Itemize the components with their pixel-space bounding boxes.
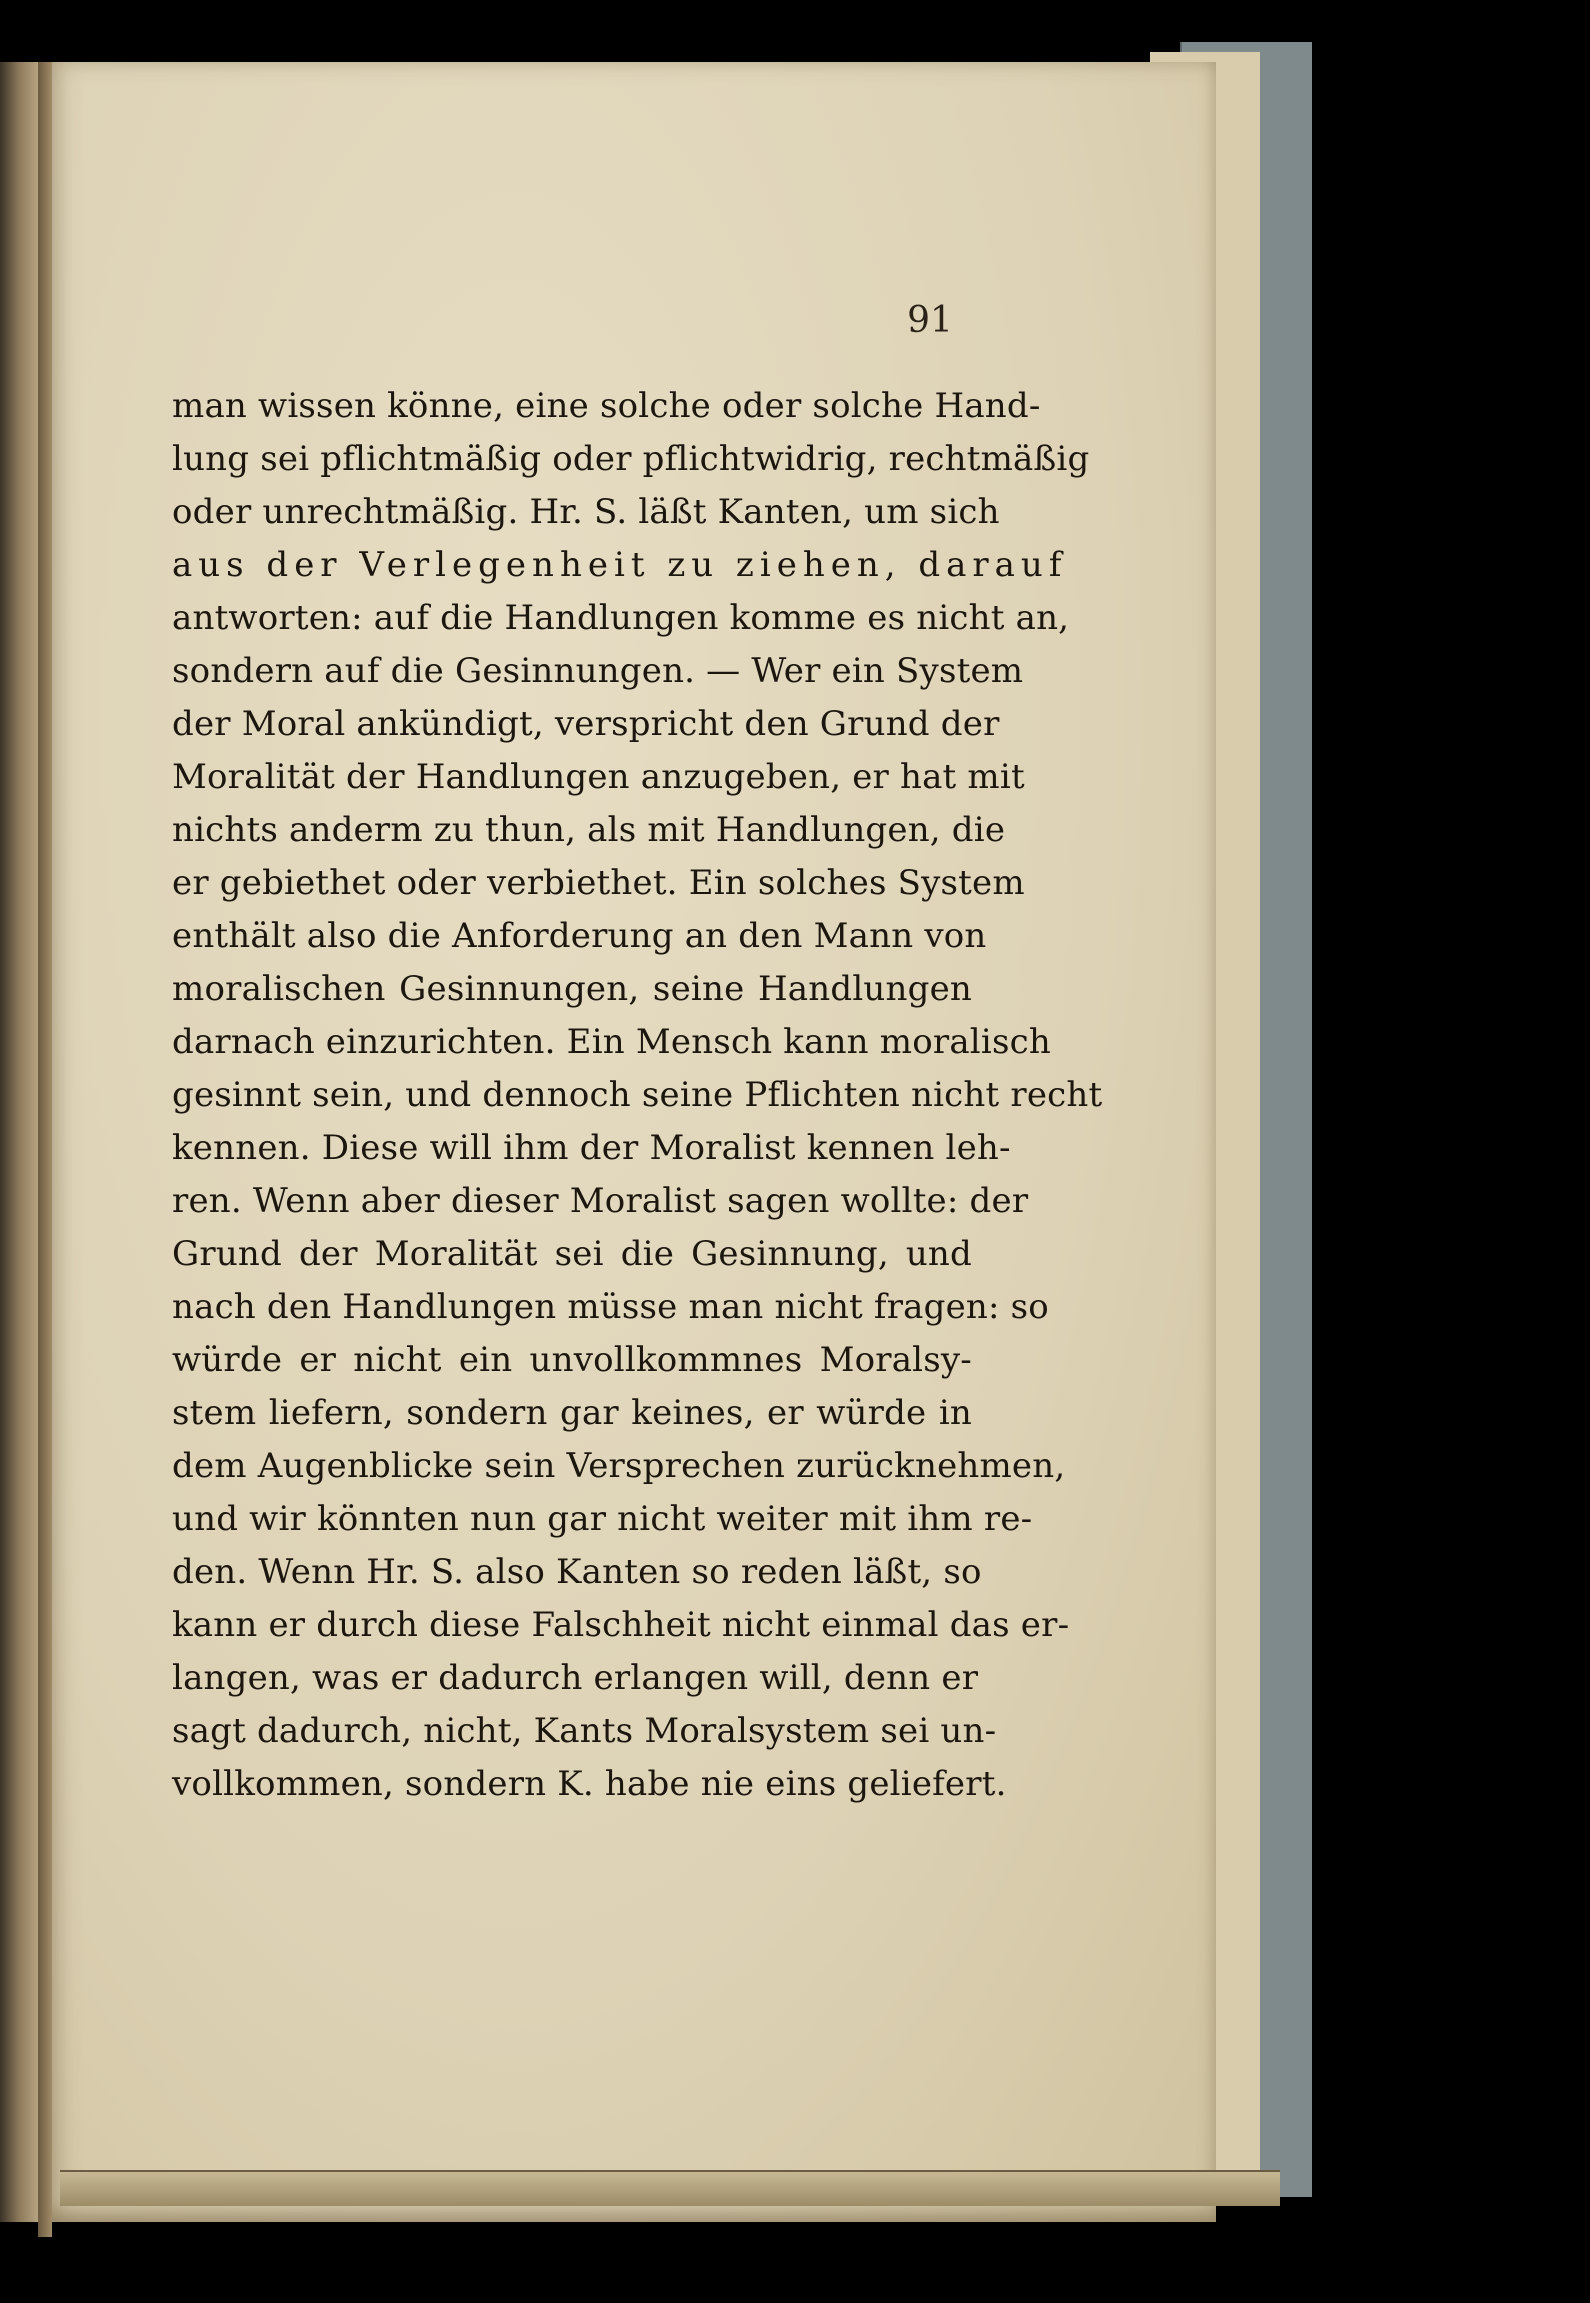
text-line-19: würde er nicht ein unvollkommnes Moralsy- (172, 1340, 972, 1380)
text-line-5: antworten: auf die Handlungen komme es nicht an, (172, 598, 1070, 638)
body-text (172, 380, 1103, 1811)
page-number: 91 (907, 300, 953, 341)
text-line-1: man wissen könne, eine solche oder solche Hand- (172, 386, 1041, 426)
text-line-12: moralischen Gesinnungen, seine Handlungen (172, 969, 972, 1009)
text-line-21: dem Augenblicke sein Versprechen zurücknehmen, (172, 1446, 1066, 1486)
text-line-7: der Moral ankündigt, verspricht den Grund der (172, 704, 1000, 744)
text-line-4: aus der Verlegenheit zu ziehen, darauf (172, 545, 1068, 585)
text-line-8: Moralität der Handlungen anzugeben, er hat mit (172, 757, 1025, 797)
text-line-20: stem liefern, sondern gar keines, er würde in (172, 1393, 972, 1433)
text-line-25: langen, was er dadurch erlangen will, denn er (172, 1658, 979, 1698)
book-gutter (38, 62, 52, 2237)
text-line-13: darnach einzurichten. Ein Mensch kann moralisch (172, 1022, 1051, 1062)
text-line-3: oder unrechtmäßig. Hr. S. läßt Kanten, um sich (172, 492, 1000, 532)
text-line-14: gesinnt sein, und dennoch seine Pflichten nicht recht (172, 1075, 1103, 1115)
text-line-10: er gebiethet oder verbiethet. Ein solches System (172, 863, 1025, 903)
text-line-6: sondern auf die Gesinnungen. — Wer ein System (172, 651, 1024, 691)
text-line-18: nach den Handlungen müsse man nicht fragen: so (172, 1287, 1049, 1327)
text-line-17: Grund der Moralität sei die Gesinnung, und (172, 1234, 972, 1274)
text-line-9: nichts anderm zu thun, als mit Handlungen, die (172, 810, 1006, 850)
text-line-26: sagt dadurch, nicht, Kants Moralsystem sei un- (172, 1711, 997, 1751)
text-line-24: kann er durch diese Falschheit nicht einmal das er- (172, 1605, 1070, 1645)
text-line-16: ren. Wenn aber dieser Moralist sagen wollte: der (172, 1181, 1029, 1221)
text-line-23: den. Wenn Hr. S. also Kanten so reden läßt, so (172, 1552, 982, 1592)
text-line-11: enthält also die Anforderung an den Mann von (172, 916, 987, 956)
text-line-22: und wir könnten nun gar nicht weiter mit ihm re- (172, 1499, 1033, 1539)
text-line-27: vollkommen, sondern K. habe nie eins geliefert. (172, 1764, 1007, 1804)
page-bottom-edge (60, 2170, 1280, 2206)
text-line-15: kennen. Diese will ihm der Moralist kennen leh- (172, 1128, 1011, 1168)
text-line-2: lung sei pflichtmäßig oder pflichtwidrig, rechtmäßig (172, 439, 1090, 479)
